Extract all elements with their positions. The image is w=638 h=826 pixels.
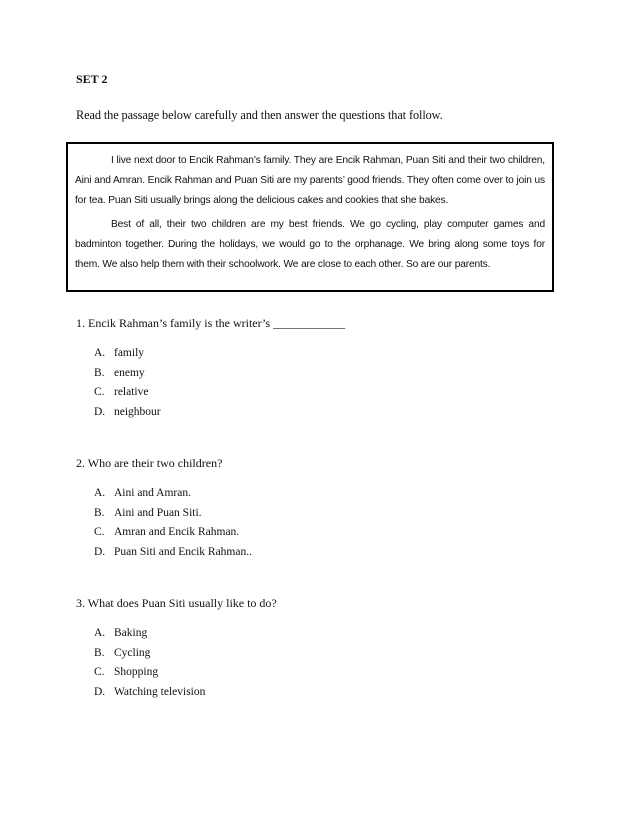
option-text: Watching television xyxy=(114,685,206,698)
question-3-option-d xyxy=(94,683,205,703)
question-1-option-a xyxy=(94,344,161,364)
question-2: 2. Who are their two children? xyxy=(76,456,223,470)
option-letter: B. xyxy=(94,646,105,659)
option-letter: C. xyxy=(94,386,105,398)
question-2-option-d xyxy=(94,543,252,563)
option-text: Aini and Amran. xyxy=(114,487,191,499)
option-letter: D. xyxy=(94,405,106,418)
option-text: Baking xyxy=(114,627,148,639)
passage-paragraph-2: Best of all, their two children are my best friends. We go cycling, play computer games and badminton together. During the holidays, we would go to the orphanage. We bring along some toys for them. We also help them with their schoolwork. We are close to each other. So are our parents. xyxy=(75,219,545,270)
option-text: relative xyxy=(114,386,149,398)
passage-paragraph-1: I live next door to Encik Rahman’s family. They are Encik Rahman, Puan Siti and their two children, Aini and Amran. Encik Rahman and Puan Siti are my parents’ good friends. They often come over to join us for tea. Puan Siti usually brings along the delicious cakes and cookies that she bakes. xyxy=(75,155,545,206)
question-2-option-a xyxy=(94,484,252,504)
option-text: family xyxy=(114,347,145,359)
option-letter: B. xyxy=(94,506,105,519)
question-3: 3. What does Puan Siti usually like to do? xyxy=(76,596,277,610)
option-text: Puan Siti and Encik Rahman.. xyxy=(114,545,252,558)
option-text: Cycling xyxy=(114,646,151,659)
option-letter: C. xyxy=(94,666,105,678)
question-3-option-c xyxy=(94,663,205,683)
option-text: neighbour xyxy=(114,405,161,418)
question-1-option-d xyxy=(94,403,161,423)
question-3-options xyxy=(94,624,205,702)
option-letter: C. xyxy=(94,526,105,538)
question-1-option-b xyxy=(94,364,161,384)
option-letter: D. xyxy=(94,545,106,558)
set-title: SET 2 xyxy=(76,72,108,86)
option-letter: D. xyxy=(94,685,106,698)
question-1: 1. Encik Rahman’s family is the writer’s ____________ xyxy=(76,316,346,330)
option-letter: B. xyxy=(94,366,105,379)
option-text: Amran and Encik Rahman. xyxy=(114,526,240,538)
option-text: Aini and Puan Siti. xyxy=(114,506,202,519)
option-text: enemy xyxy=(114,366,145,379)
option-letter: A. xyxy=(94,627,106,639)
question-2-option-b xyxy=(94,504,252,524)
question-1-option-c xyxy=(94,383,161,403)
question-3-option-b xyxy=(94,644,205,664)
question-2-options xyxy=(94,484,252,562)
question-3-option-a xyxy=(94,624,205,644)
question-2-option-c xyxy=(94,523,252,543)
option-text: Shopping xyxy=(114,666,159,678)
passage-box xyxy=(66,142,554,292)
instruction-text: Read the passage below carefully and then answer the questions that follow. xyxy=(76,108,443,122)
option-letter: A. xyxy=(94,347,106,359)
option-letter: A. xyxy=(94,487,106,499)
question-1-options xyxy=(94,344,161,422)
